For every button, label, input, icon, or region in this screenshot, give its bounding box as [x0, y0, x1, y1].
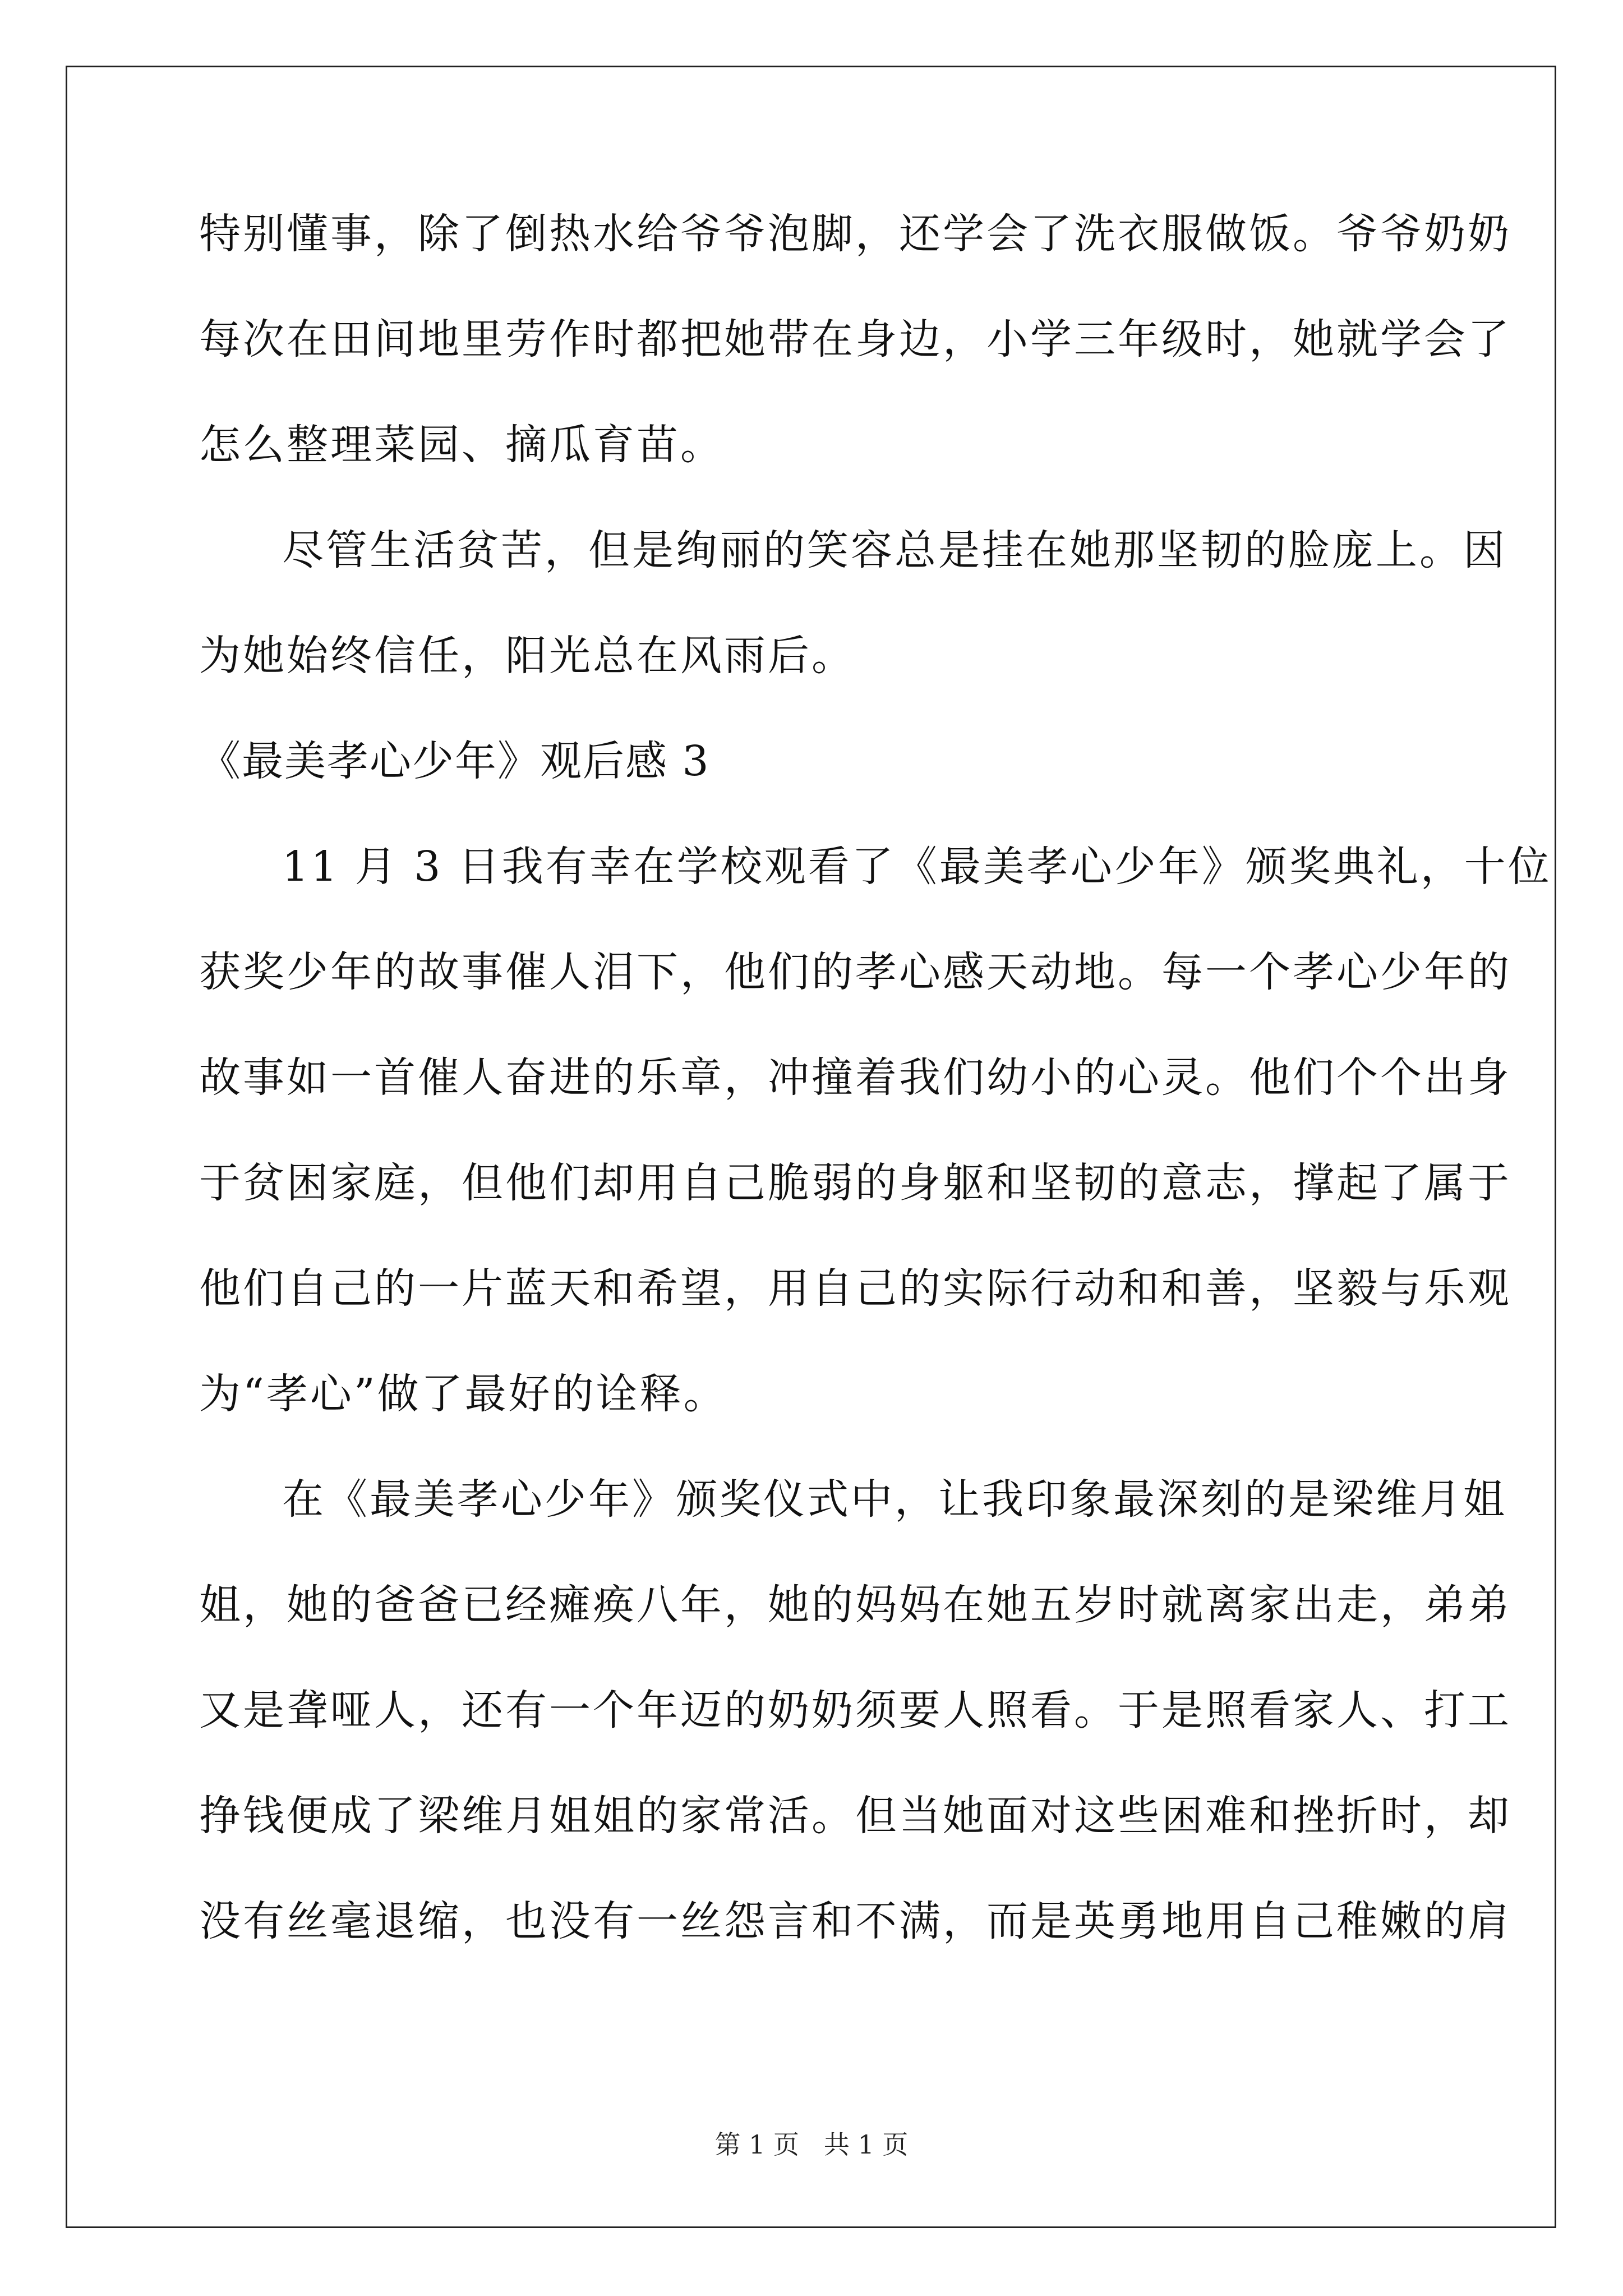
- paragraph-line: 尽管生活贫苦，但是绚丽的笑容总是挂在她那坚韧的脸庞上。因: [282, 526, 1507, 574]
- paragraph-line: 为“孝心”做了最好的诠释。: [199, 1370, 727, 1418]
- paragraph-line: 姐，她的爸爸已经瘫痪八年，她的妈妈在她五岁时就离家出走，弟弟: [199, 1581, 1511, 1629]
- paragraph-line: 为她始终信任，阳光总在风雨后。: [199, 632, 855, 680]
- paragraph-line: 挣钱便成了梁维月姐姐的家常活。但当她面对这些困难和挫折时，却: [199, 1792, 1511, 1840]
- paragraph-line: 获奖少年的故事催人泪下，他们的孝心感天动地。每一个孝心少年的: [199, 948, 1511, 996]
- paragraph-line: 没有丝毫退缩，也没有一丝怨言和不满，而是英勇地用自己稚嫩的肩: [199, 1897, 1511, 1945]
- paragraph-line: 每次在田间地里劳作时都把她带在身边，小学三年级时，她就学会了: [199, 315, 1511, 364]
- section-heading: 《最美孝心少年》观后感 3: [199, 737, 710, 785]
- page-footer: 第 1 页 共 1 页: [714, 2129, 909, 2160]
- paragraph-line: 他们自己的一片蓝天和希望，用自己的实际行动和和善，坚毅与乐观: [199, 1264, 1511, 1313]
- paragraph-line: 又是聋哑人，还有一个年迈的奶奶须要人照看。于是照看家人、打工: [199, 1686, 1511, 1734]
- paragraph-line: 特别懂事，除了倒热水给爷爷泡脚，还学会了洗衣服做饭。爷爷奶奶: [199, 210, 1511, 258]
- paragraph-line: 怎么整理菜园、摘瓜育苗。: [199, 421, 724, 469]
- paragraph-line: 11 月 3 日我有幸在学校观看了《最美孝心少年》颁奖典礼，十位: [282, 843, 1552, 891]
- paragraph-line: 故事如一首催人奋进的乐章，冲撞着我们幼小的心灵。他们个个出身: [199, 1053, 1511, 1102]
- paragraph-line: 于贫困家庭，但他们却用自己脆弱的身躯和坚韧的意志，撑起了属于: [199, 1159, 1511, 1207]
- document-body: [199, 210, 1552, 2006]
- paragraph-line: 在《最美孝心少年》颁奖仪式中，让我印象最深刻的是梁维月姐: [282, 1475, 1507, 1524]
